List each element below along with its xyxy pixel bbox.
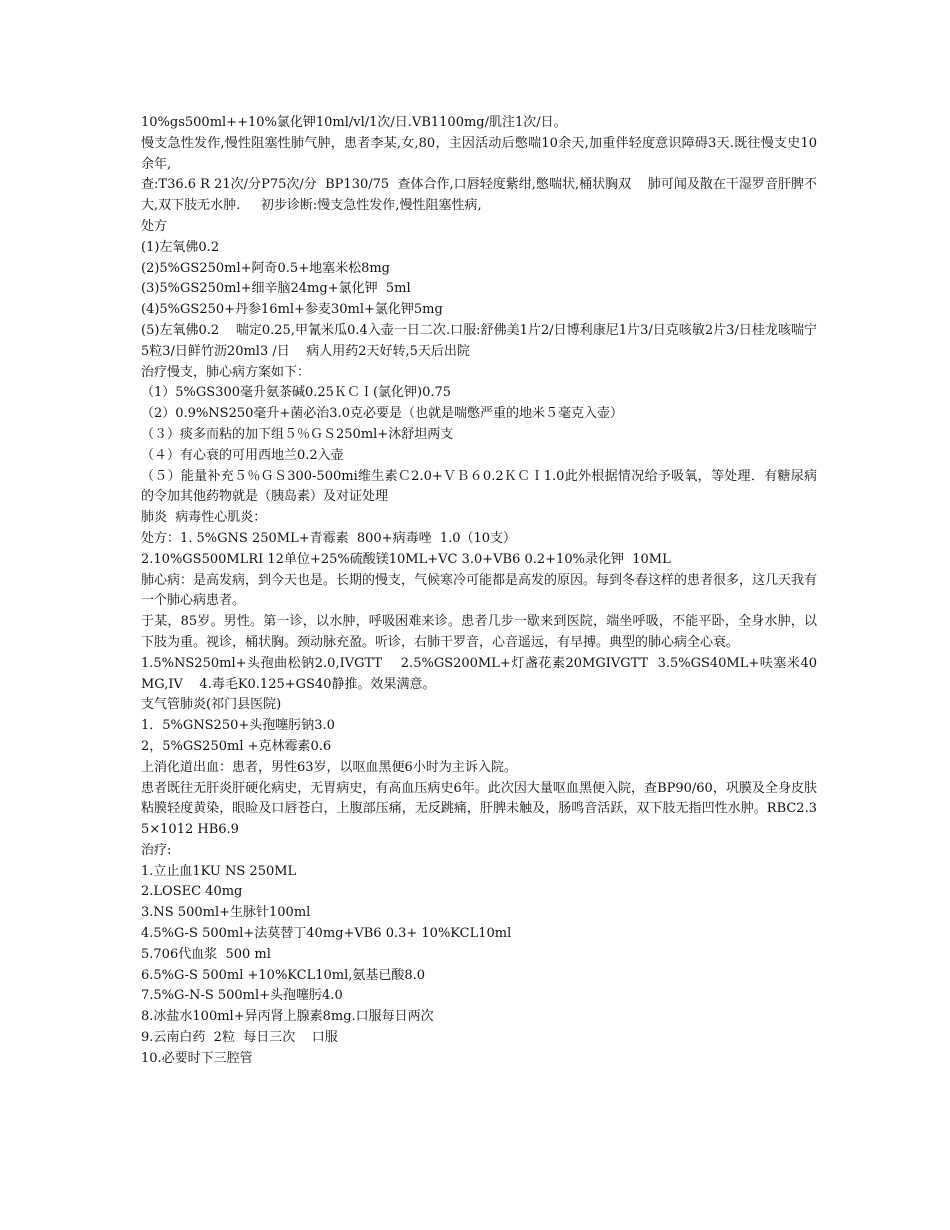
text-line: (3)5%GS250ml+细辛脑24mg+氯化钾 5ml bbox=[141, 281, 411, 297]
text-line: (1)左氧佛0.2 bbox=[141, 239, 220, 255]
text-line: 1.5%NS250ml+头孢曲松钠2.0,IVGTT 2.5%GS200ML+灯盏花素20MGIVGTT 3.5%GS40ML+呋塞米40MG,IV 4.毒毛K0.125+GS40静推。效果满意。 bbox=[141, 655, 817, 692]
text-line: 1．5%GNS250+头孢噻肟钠3.0 bbox=[141, 718, 335, 734]
text-line: （５）能量补充５％ＧＳ300-500mi维生素Ｃ2.0+ＶＢ６0.2ＫＣＩ1.0此外根据情况给予吸氧，等处理．有糖尿病的令加其他药物就是（胰岛素）及对证处理 bbox=[141, 468, 817, 505]
text-line: 肺心病：是高发病，到今天也是。长期的慢支，气候寒冷可能都是高发的原因。每到冬春这样的患者很多，这几天我有一个肺心病患者。 bbox=[141, 572, 818, 609]
text-line: （４）有心衰的可用西地兰0.2入壶 bbox=[141, 447, 344, 463]
text-line: （2）0.9%NS250毫升+菌必治3.0克必要是（也就是喘憋严重的地米５毫克入壶） bbox=[141, 406, 623, 422]
text-line: 5.706代血浆 500 ml bbox=[141, 946, 271, 962]
text-line: 7.5%G-N-S 500ml+头孢噻肟4.0 bbox=[141, 988, 343, 1004]
section-heading: 处方 bbox=[141, 218, 168, 234]
document-page bbox=[141, 113, 817, 1070]
text-line: 查:T36.6 R 21次/分P75次/分 BP130/75 查体合作,口唇轻度紫绀,憋喘状,桶状胸双 肺可闻及散在干湿罗音肝脾不大,双下肢无水肿. 初步诊断:慢支急性发作,慢性阻塞性病, bbox=[141, 177, 817, 214]
text-line: 4.5%G-S 500ml+法莫替丁40mg+VB6 0.3+ 10%KCL10ml bbox=[141, 926, 512, 942]
text-line: 2.LOSEC 40mg bbox=[141, 884, 243, 900]
text-line: 患者既往无肝炎肝硬化病史，无胃病史，有高血压病史6年。此次因大量呕血黑便入院，查BP90/60，巩膜及全身皮肤粘膜轻度黄染，眼睑及口唇苍白，上腹部压痛，无反跳痛，肝脾未触及，肠鸣音活跃，双下肢无指凹性水肿。RBC2.35×1012 HB6.9 bbox=[141, 780, 817, 838]
section-heading: 上消化道出血：患者，男性63岁，以呕血黑便6小时为主诉入院。 bbox=[141, 759, 517, 775]
text-line: 2.10%GS500MLRI 12单位+25%硫酸镁10ML+VC 3.0+VB6 0.2+10%录化钾 10ML bbox=[141, 551, 671, 567]
section-heading: 治疗慢支，肺心病方案如下： bbox=[141, 364, 311, 380]
text-line: (2)5%GS250ml+阿奇0.5+地塞米松8mg bbox=[141, 260, 391, 276]
section-heading: 治疗: bbox=[141, 842, 172, 858]
text-line: 8.冰盐水100ml+异丙肾上腺素8mg.口服每日两次 bbox=[141, 1009, 434, 1025]
text-line: (4)5%GS250+丹参16ml+参麦30ml+氯化钾5mg bbox=[141, 302, 443, 318]
text-line: 2，5%GS250ml +克林霉素0.6 bbox=[141, 738, 332, 754]
text-line: 3.NS 500ml+生脉针100ml bbox=[141, 905, 311, 921]
text-line: 于某，85岁。男性。第一诊，以水肿，呼吸困难来诊。患者几步一歇来到医院，端坐呼吸，不能平卧，全身水肿，以下肢为重。视诊，桶状胸。颈动脉充盈。听诊，右肺干罗音，心音遥远，有早搏。典型的肺心病全心衰。 bbox=[141, 614, 817, 650]
text-line: （1）5%GS300毫升氨茶碱0.25ＫＣＩ(氯化钾)0.75 bbox=[141, 385, 452, 401]
text-line: （３）痰多而粘的加下组５％ＧＳ250ml+沐舒坦两支 bbox=[141, 426, 454, 442]
text-line: 1.立止血1KU NS 250ML bbox=[141, 863, 297, 879]
section-heading: 支气管肺炎(祁门县医院) bbox=[141, 697, 282, 713]
text-line: 6.5%G-S 500ml +10%KCL10ml,氨基已酸8.0 bbox=[141, 967, 426, 983]
text-line: 慢支急性发作,慢性阻塞性肺气肿，患者李某,女,80，主因活动后憋喘10余天,加重伴轻度意识障碍3天.既往慢支史10余年, bbox=[141, 135, 817, 172]
text-line: 10.必要时下三腔管 bbox=[141, 1050, 253, 1066]
text-line: (5)左氧佛0.2 喘定0.25,甲氰米瓜0.4入壶一日二次.口服:舒佛美1片2/日博利康尼1片3/日克咳敏2片3/日桂龙咳喘宁5粒3/日鲜竹沥20ml3 /日 病人用药2天好转,5天后出院 bbox=[141, 322, 817, 359]
text-line: 10%gs500ml++10%氯化钾10ml/vl/1次/日.VB1100mg/肌注1次/日。 bbox=[141, 115, 567, 130]
text-line: 9.云南白药 2粒 每日三次 口服 bbox=[141, 1030, 338, 1046]
text-line: 处方：1. 5%GNS 250ML+青霉素 800+病毒唑 1.0（10支） bbox=[141, 530, 517, 546]
section-heading: 肺炎 病毒性心肌炎： bbox=[141, 510, 267, 526]
